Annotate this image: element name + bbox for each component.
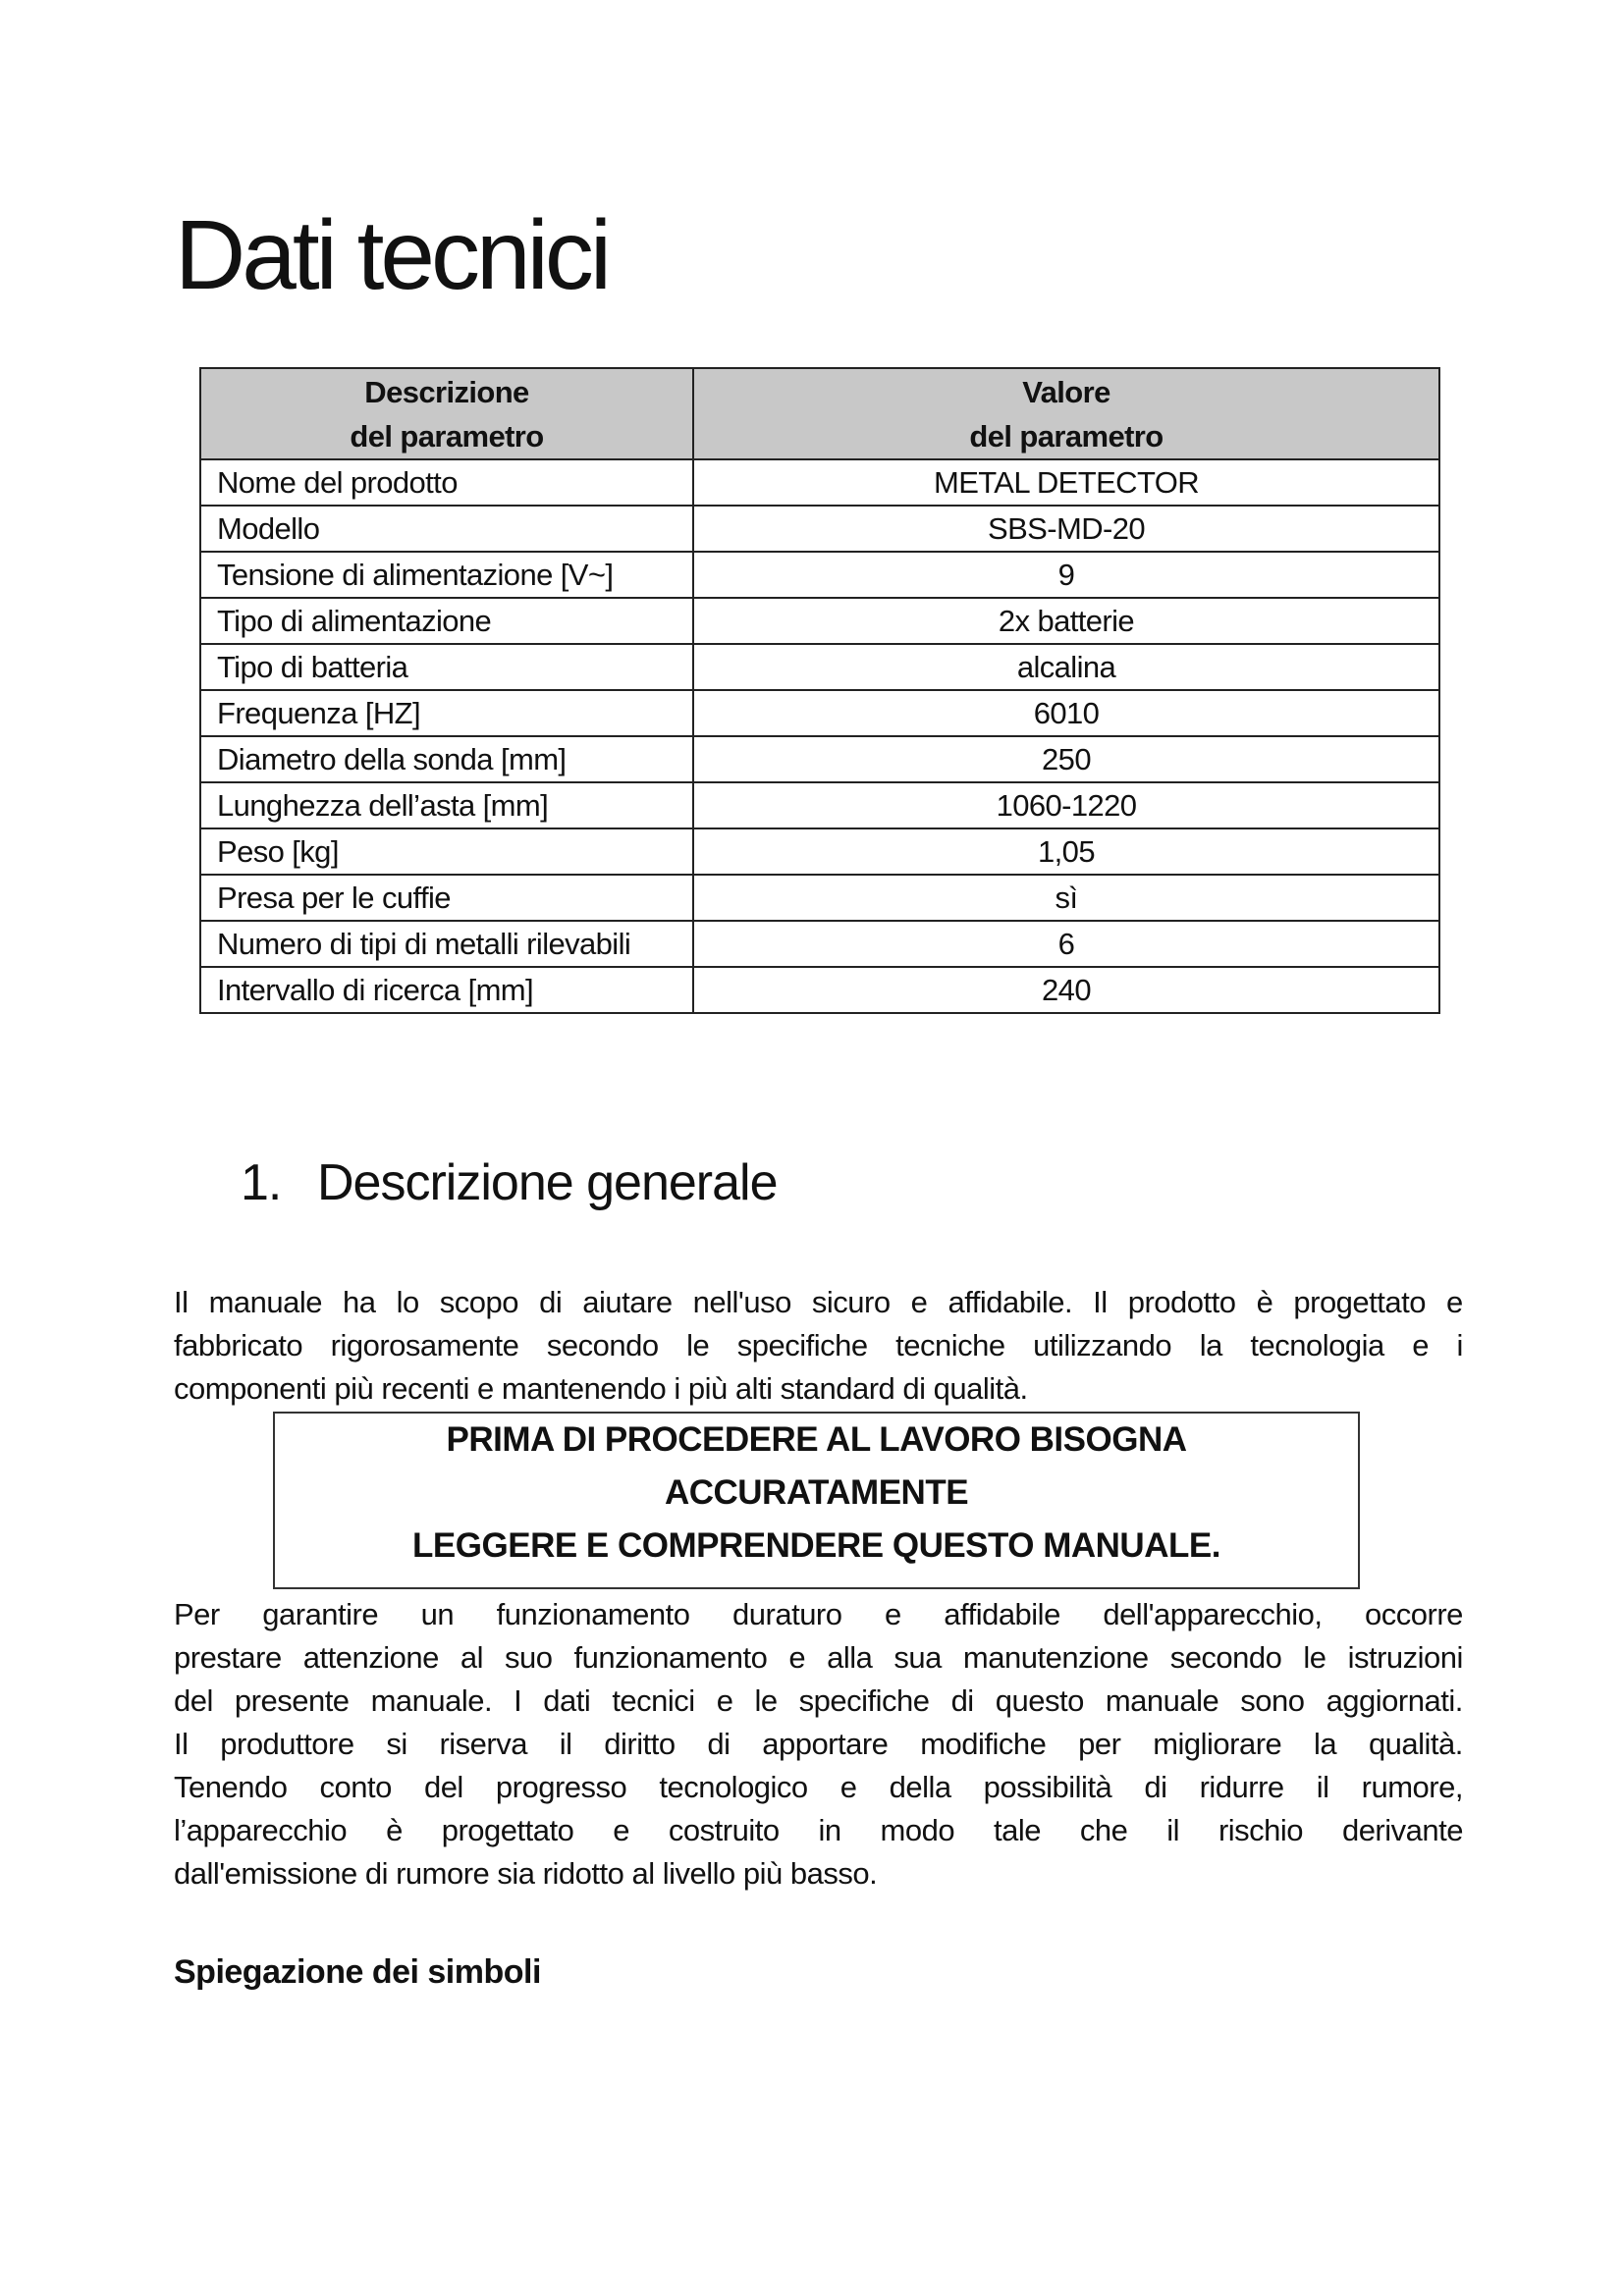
parameter-value: 1060-1220 bbox=[693, 782, 1439, 828]
header-line: del parametro bbox=[350, 419, 544, 454]
warning-line: ACCURATAMENTE bbox=[664, 1473, 969, 1512]
paragraph-line: l’apparecchio è progettato e costruito in modo tale che il rischio derivante bbox=[174, 1813, 1463, 1847]
table-row bbox=[200, 921, 1439, 967]
table-row bbox=[200, 736, 1439, 782]
parameter-name: Diametro della sonda [mm] bbox=[200, 736, 693, 782]
parameter-value: 9 bbox=[693, 552, 1439, 598]
parameter-name: Intervallo di ricerca [mm] bbox=[200, 967, 693, 1013]
parameter-value: alcalina bbox=[693, 644, 1439, 690]
technical-data-table bbox=[199, 367, 1440, 1014]
table-row bbox=[200, 875, 1439, 921]
parameter-value: 2x batterie bbox=[693, 598, 1439, 644]
parameter-name: Peso [kg] bbox=[200, 828, 693, 875]
section-title: Descrizione generale bbox=[317, 1154, 778, 1211]
paragraph-line: Il produttore si riserva il diritto di apportare modifiche per migliorare la qualità. bbox=[174, 1727, 1463, 1761]
paragraph-line: Il manuale ha lo scopo di aiutare nell'uso sicuro e affidabile. Il prodotto è progettato e bbox=[174, 1285, 1463, 1319]
symbols-subheading: Spiegazione dei simboli bbox=[174, 1953, 541, 1991]
table-row bbox=[200, 644, 1439, 690]
table-row bbox=[200, 690, 1439, 736]
header-line: Descrizione bbox=[364, 375, 529, 409]
parameter-name: Presa per le cuffie bbox=[200, 875, 693, 921]
header-value bbox=[693, 368, 1439, 459]
page-title: Dati tecnici bbox=[175, 200, 609, 310]
intro-paragraph bbox=[174, 1281, 1463, 1411]
parameter-value: SBS-MD-20 bbox=[693, 506, 1439, 552]
paragraph-line: del presente manuale. I dati tecnici e le specifiche di questo manuale sono aggiornati. bbox=[174, 1683, 1463, 1718]
paragraph-line: prestare attenzione al suo funzionamento e alla sua manutenzione secondo le istruzioni bbox=[174, 1640, 1463, 1675]
parameter-value: 6010 bbox=[693, 690, 1439, 736]
table-row bbox=[200, 828, 1439, 875]
paragraph-line: componenti più recenti e mantenendo i più alti standard di qualità. bbox=[174, 1371, 1028, 1406]
parameter-value: 6 bbox=[693, 921, 1439, 967]
maintenance-paragraph bbox=[174, 1593, 1463, 1896]
warning-line: LEGGERE E COMPRENDERE QUESTO MANUALE. bbox=[412, 1526, 1220, 1565]
table-row bbox=[200, 506, 1439, 552]
paragraph-line: Per garantire un funzionamento duraturo e affidabile dell'apparecchio, occorre bbox=[174, 1597, 1463, 1631]
paragraph-line: Tenendo conto del progresso tecnologico e della possibilità di ridurre il rumore, bbox=[174, 1770, 1463, 1804]
table-row bbox=[200, 552, 1439, 598]
parameter-name: Tipo di batteria bbox=[200, 644, 693, 690]
paragraph-line: dall'emissione di rumore sia ridotto al livello più basso. bbox=[174, 1856, 878, 1891]
warning-line: PRIMA DI PROCEDERE AL LAVORO BISOGNA bbox=[446, 1420, 1187, 1459]
parameter-name: Tipo di alimentazione bbox=[200, 598, 693, 644]
paragraph-line: fabbricato rigorosamente secondo le specifiche tecniche utilizzando la tecnologia e i bbox=[174, 1328, 1463, 1362]
warning-box bbox=[273, 1412, 1360, 1589]
section-number: 1. bbox=[241, 1154, 282, 1211]
parameter-name: Nome del prodotto bbox=[200, 459, 693, 506]
table-row bbox=[200, 598, 1439, 644]
parameter-value: sì bbox=[693, 875, 1439, 921]
table-row bbox=[200, 967, 1439, 1013]
section-heading bbox=[241, 1153, 778, 1212]
parameter-name: Tensione di alimentazione [V~] bbox=[200, 552, 693, 598]
header-line: Valore bbox=[1022, 375, 1110, 409]
header-description bbox=[200, 368, 693, 459]
table-header-row bbox=[200, 368, 1439, 459]
parameter-value: 240 bbox=[693, 967, 1439, 1013]
parameter-name: Frequenza [HZ] bbox=[200, 690, 693, 736]
header-line: del parametro bbox=[969, 419, 1164, 454]
parameter-name: Modello bbox=[200, 506, 693, 552]
parameter-name: Lunghezza dell’asta [mm] bbox=[200, 782, 693, 828]
parameter-value: 1,05 bbox=[693, 828, 1439, 875]
table-row bbox=[200, 459, 1439, 506]
parameter-value: METAL DETECTOR bbox=[693, 459, 1439, 506]
parameter-name: Numero di tipi di metalli rilevabili bbox=[200, 921, 693, 967]
parameter-value: 250 bbox=[693, 736, 1439, 782]
table-row bbox=[200, 782, 1439, 828]
